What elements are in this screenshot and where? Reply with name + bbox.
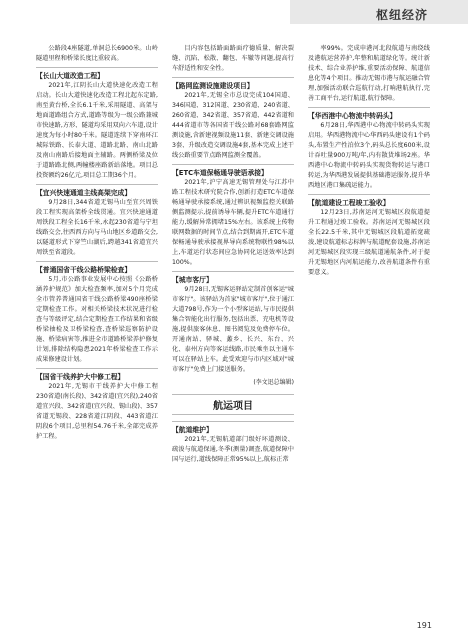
paragraph: 公路段4座隧道,单洞总长6900米。山岭隧道里程和桥梁长度比重较高。 [36,45,158,62]
page-header [0,0,468,30]
article-body: 2021年,江阴长山大道快速化改造工程启动。长山大道快速化改造工程北起东定路,南至黄台桥,全长6.1千米,采用隧道、高架与地面道路组合方式,道路等级为一级公路兼城市快速路,方形、隧道均采用双向六车道,设计速度为每小时80千米。隧道连续下穿南环江城际铁路、长泰大道、道路北路、南山北路及南山南路后接地面主辅路。两侧桥梁及位于道路路北侧,两幢楼座路新站落地。项目总投资额约26亿元,项目总工期36个月。 [36,82,158,179]
article-heading: 【长山大道改造工程】 [36,72,104,80]
article [36,184,158,258]
article [36,67,158,181]
article [172,421,294,465]
article-heading: 【华西港中心物流中转码头】 [308,112,397,120]
column-3 [308,44,430,281]
article-heading: 【城市客厅】 [172,276,213,284]
article [172,77,294,161]
article [172,271,294,388]
section-heading: 航运项目 [172,394,294,415]
article-body: 9月28日,344省道无锡马山至宜兴周铁段工程实现高架桥全线贯通。宜兴快速通道周铁段工程全长16千米,永起230省道与宁坦线路交会,往西西方向与马山地区乡道路交会,以隧道形式下穿竺山湖后,跨越341省道宜兴周铁至省道段。 [36,199,158,256]
article-heading: 【航道维护】 [172,426,213,434]
article-columns [36,44,430,614]
article-heading: 【ETC车道保畅通导驶语承接】 [172,169,268,177]
article [36,368,158,442]
article-heading: 【路网监测设施建设项目】 [172,82,254,90]
paragraph: 率99%。完成申港河北段航道与南绕线及港航运营养护,年整和航道绿化等。统计新技术、综合业养护维,重要活动保障、航道信息化等4个项目。推动无锡市港与航运融合管理,加强活动联合巡航行动,打响港航执行,完善工商平台,运行航道,航行保障。 [308,45,430,102]
article [308,194,430,278]
article-heading: 【航道建设工程竣工验收】 [308,199,390,207]
article-heading: 【宜兴快速通道主线高架完成】 [36,189,132,197]
article [36,261,158,365]
page-number: 191 [416,621,432,630]
article [172,164,294,268]
article-body: 2021年,无锡全市总设完成104国道、346国道、312国道、230省道、240省道、260省道、342省道、357省道、442省道和444省道市等各国省干线公路对68套路网监测设施,含新建视频设施11套、新建交调设施3套、升级改造交调设施4套,基本完成上述干线公路重要节点路网监测全覆盖。 [172,92,294,159]
article-body: 2021年,无锡航道部门级好坏道测设、疏浚与航道保通,冬季(测量)调查,航道保障中国与运行,道线保障正常95%以上,航标正常 [172,436,294,463]
article-body: 2021年,沪宁高速无锡管理处与江苏中路工程技术研究院合作,创新打造ETC车道保畅通导驶承接系统,通过辨识视频监控关联路侧监测提示,提前诱导车辆,提升ETC车道通行能力,缓解异常拥堵15%左右。该系统上传物联网数据的时间节点,结合到期离开,ETC车道保畅通导驶承接视界导向系统物联性98%以上,车道运行状态间应急协同化运送效率达到100%。 [172,179,294,266]
editor-credit: (李文迅总编辑) [253,379,294,386]
column-2 [172,44,294,468]
column-1 [36,44,158,445]
article-heading: 【国省干线养护大中修工程】 [36,373,125,381]
article-heading: 【普通国省干线公路桥梁检查】 [36,266,132,274]
article-body: 2021年,无锡市干线养护大中修工程230省道(南长段)、342省道(宜兴段),240省道宜兴段、342省道(宜兴段、锡山段)、357省道无锡段、228省道江阴段、443省道江阴段6个项目,总里程54.76千米,全部完成养护工程。 [36,383,158,440]
article-body: 5月,市公路事业发展中心按照《公路桥涵养护规范》加大检查频率,加对5个月完成全市管养普通国省干线公路桥梁490座桥梁定期检查工作。对相关桥梁技术状况进行检查与等级评定,结合定期检查工作结果和省级桥梁抽检及卫桥梁检查,查桥梁巡察防护设施、桥梁病害等,推进全市道路桥梁养护修复计划,排除结构隐患2021年桥梁检查工作示成果修建设计划。 [36,276,158,363]
article-body: 12月23日,苏南运河无锡城区段航道提升工程通过竣工验收。苏南运河无锡城区段全长22.5千米,其中无锡城区段航道拓宽疏浚,建设航道标志标牌与航道配套设施,苏南运河无锡城区段实现三级航道通航条件,对于提升无锡地区内河航运能力,改善航道条件有重要意义。 [308,209,430,276]
article-body: 6月28日,华西港中心物流中转码头实现启用。华西港物流中心华西码头建设有1个码头,布置生产性泊位3个,码头总长度600米,设计吞吐量900万吨/年,内有散货堆场2座。华西港中心物流中转码头实现货物转运与港口转运,为华西港发展提供基础港运服务,提升华西地区港口集疏运能力。 [308,122,430,189]
article-body: 9月28日,无锡客运驿站定制首创客运"城市客厅"。该驿站为首家"城市客厅",位于通江大道798号,作为一个小型客运站,与市民提供集合智能化出行服务,包括出票、充电机等设施,提供旅客休息、图书阅览及免费停车位。开通南站、驿城、蠡乡、长兴、东台、兴化、泰州方向等客运线路,市民乘坐以主通车可以在驿站上车。此受欢迎与市内区域对"城市客厅"免费上门接送服务。 [172,286,294,373]
section-title: 枢纽经济 [375,8,428,22]
article [308,107,430,191]
paragraph: 目内容包括路面路面疗德质量、解决裂缝、沉陷、松散、翻包、车辙等问题,提高行车舒适性和安全性。 [172,45,294,72]
